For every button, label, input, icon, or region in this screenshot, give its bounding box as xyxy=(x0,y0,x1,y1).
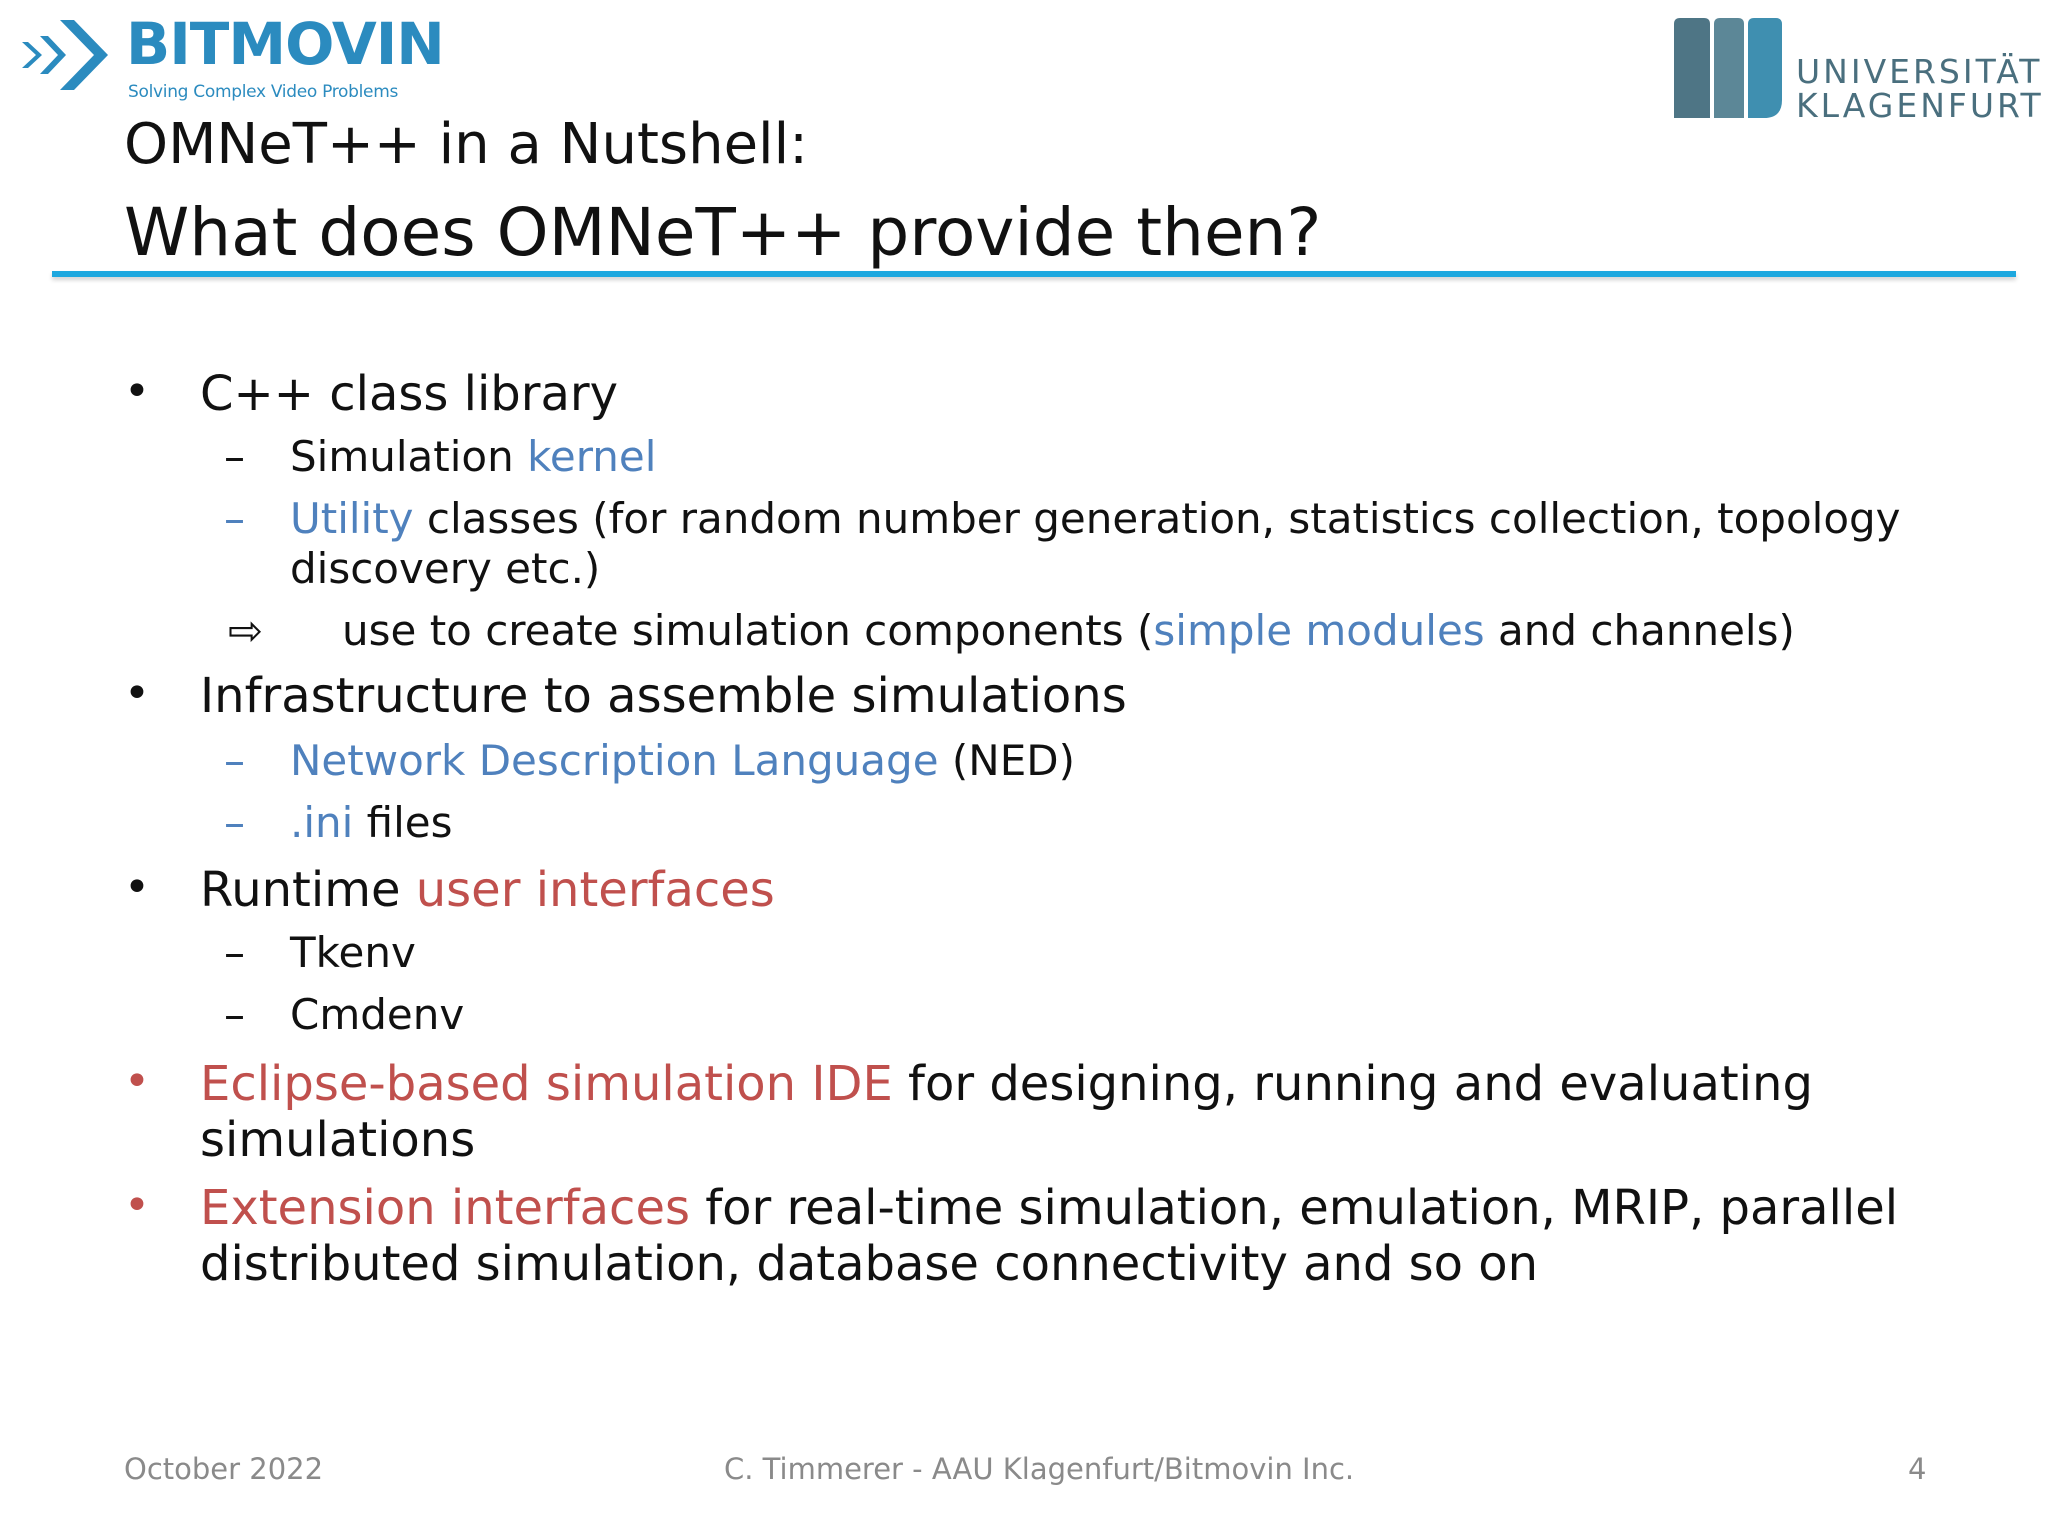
bullet-text: for designing, running and evaluating xyxy=(892,1056,1813,1112)
bullet-text: Infrastructure to assemble simulations xyxy=(200,668,1127,724)
dash-marker: – xyxy=(224,432,245,481)
highlight-simple-modules: simple modules xyxy=(1153,606,1485,655)
slide-kicker: OMNeT++ in a Nutshell: xyxy=(124,112,809,177)
arrow-item-text: use to create simulation components ( xyxy=(342,606,1154,655)
title-divider xyxy=(52,271,2016,277)
bullet-text: Runtime xyxy=(200,862,416,918)
dash-marker: – xyxy=(224,990,245,1039)
dash-marker: – xyxy=(224,928,245,977)
bitmovin-logo xyxy=(22,10,444,106)
bullet-text: for real-time simulation, emulation, MRIP, parallel xyxy=(689,1180,1899,1236)
footer-author: C. Timmerer - AAU Klagenfurt/Bitmovin Inc. xyxy=(724,1452,1355,1486)
bitmovin-wordmark: BITMOVIN xyxy=(126,10,444,78)
highlight-eclipse-ide: Eclipse-based simulation IDE xyxy=(200,1056,893,1112)
sub-bullet-text: (NED) xyxy=(938,736,1075,785)
sub-bullet-text-cont: discovery etc.) xyxy=(290,544,601,593)
dash-marker: – xyxy=(224,736,245,785)
bitmovin-arrows-icon xyxy=(22,14,118,96)
bitmovin-tagline: Solving Complex Video Problems xyxy=(128,82,399,102)
dash-marker: – xyxy=(224,798,245,847)
highlight-ned: Network Description Language xyxy=(290,736,939,785)
sub-bullet-text: Cmdenv xyxy=(290,990,465,1039)
sub-bullet-text: classes (for random number generation, statistics collection, topology xyxy=(413,494,1901,543)
bullet-text-cont: distributed simulation, database connectivity and so on xyxy=(200,1236,1539,1292)
bullet-marker: • xyxy=(124,366,150,417)
footer-page-number: 4 xyxy=(1908,1452,1927,1486)
bullet-text-cont: simulations xyxy=(200,1112,476,1168)
highlight-user-interfaces: user interfaces xyxy=(415,862,775,918)
sub-bullet-text: files xyxy=(353,798,453,847)
university-name-line2: KLAGENFURT xyxy=(1796,86,2044,125)
university-name-line1: UNIVERSITÄT xyxy=(1796,52,2043,91)
university-mark-icon xyxy=(1672,16,1784,120)
arrow-item-text-end: and channels) xyxy=(1484,606,1795,655)
arrow-right-icon: ⇨ xyxy=(228,606,264,655)
sub-bullet-text: Simulation xyxy=(290,432,528,481)
dash-marker: – xyxy=(224,494,245,543)
highlight-kernel: kernel xyxy=(527,432,657,481)
highlight-ini: .ini xyxy=(290,798,354,847)
highlight-extension-interfaces: Extension interfaces xyxy=(200,1180,690,1236)
bullet-marker: • xyxy=(124,668,150,719)
footer-date: October 2022 xyxy=(124,1452,324,1486)
slide-title: What does OMNeT++ provide then? xyxy=(124,194,1322,271)
bullet-text: C++ class library xyxy=(200,366,619,422)
highlight-utility: Utility xyxy=(290,494,414,543)
bullet-marker: • xyxy=(124,862,150,913)
bullet-marker: • xyxy=(124,1180,150,1231)
bullet-marker: • xyxy=(124,1056,150,1107)
sub-bullet-text: Tkenv xyxy=(290,928,416,977)
university-klagenfurt-logo xyxy=(1672,16,2042,126)
